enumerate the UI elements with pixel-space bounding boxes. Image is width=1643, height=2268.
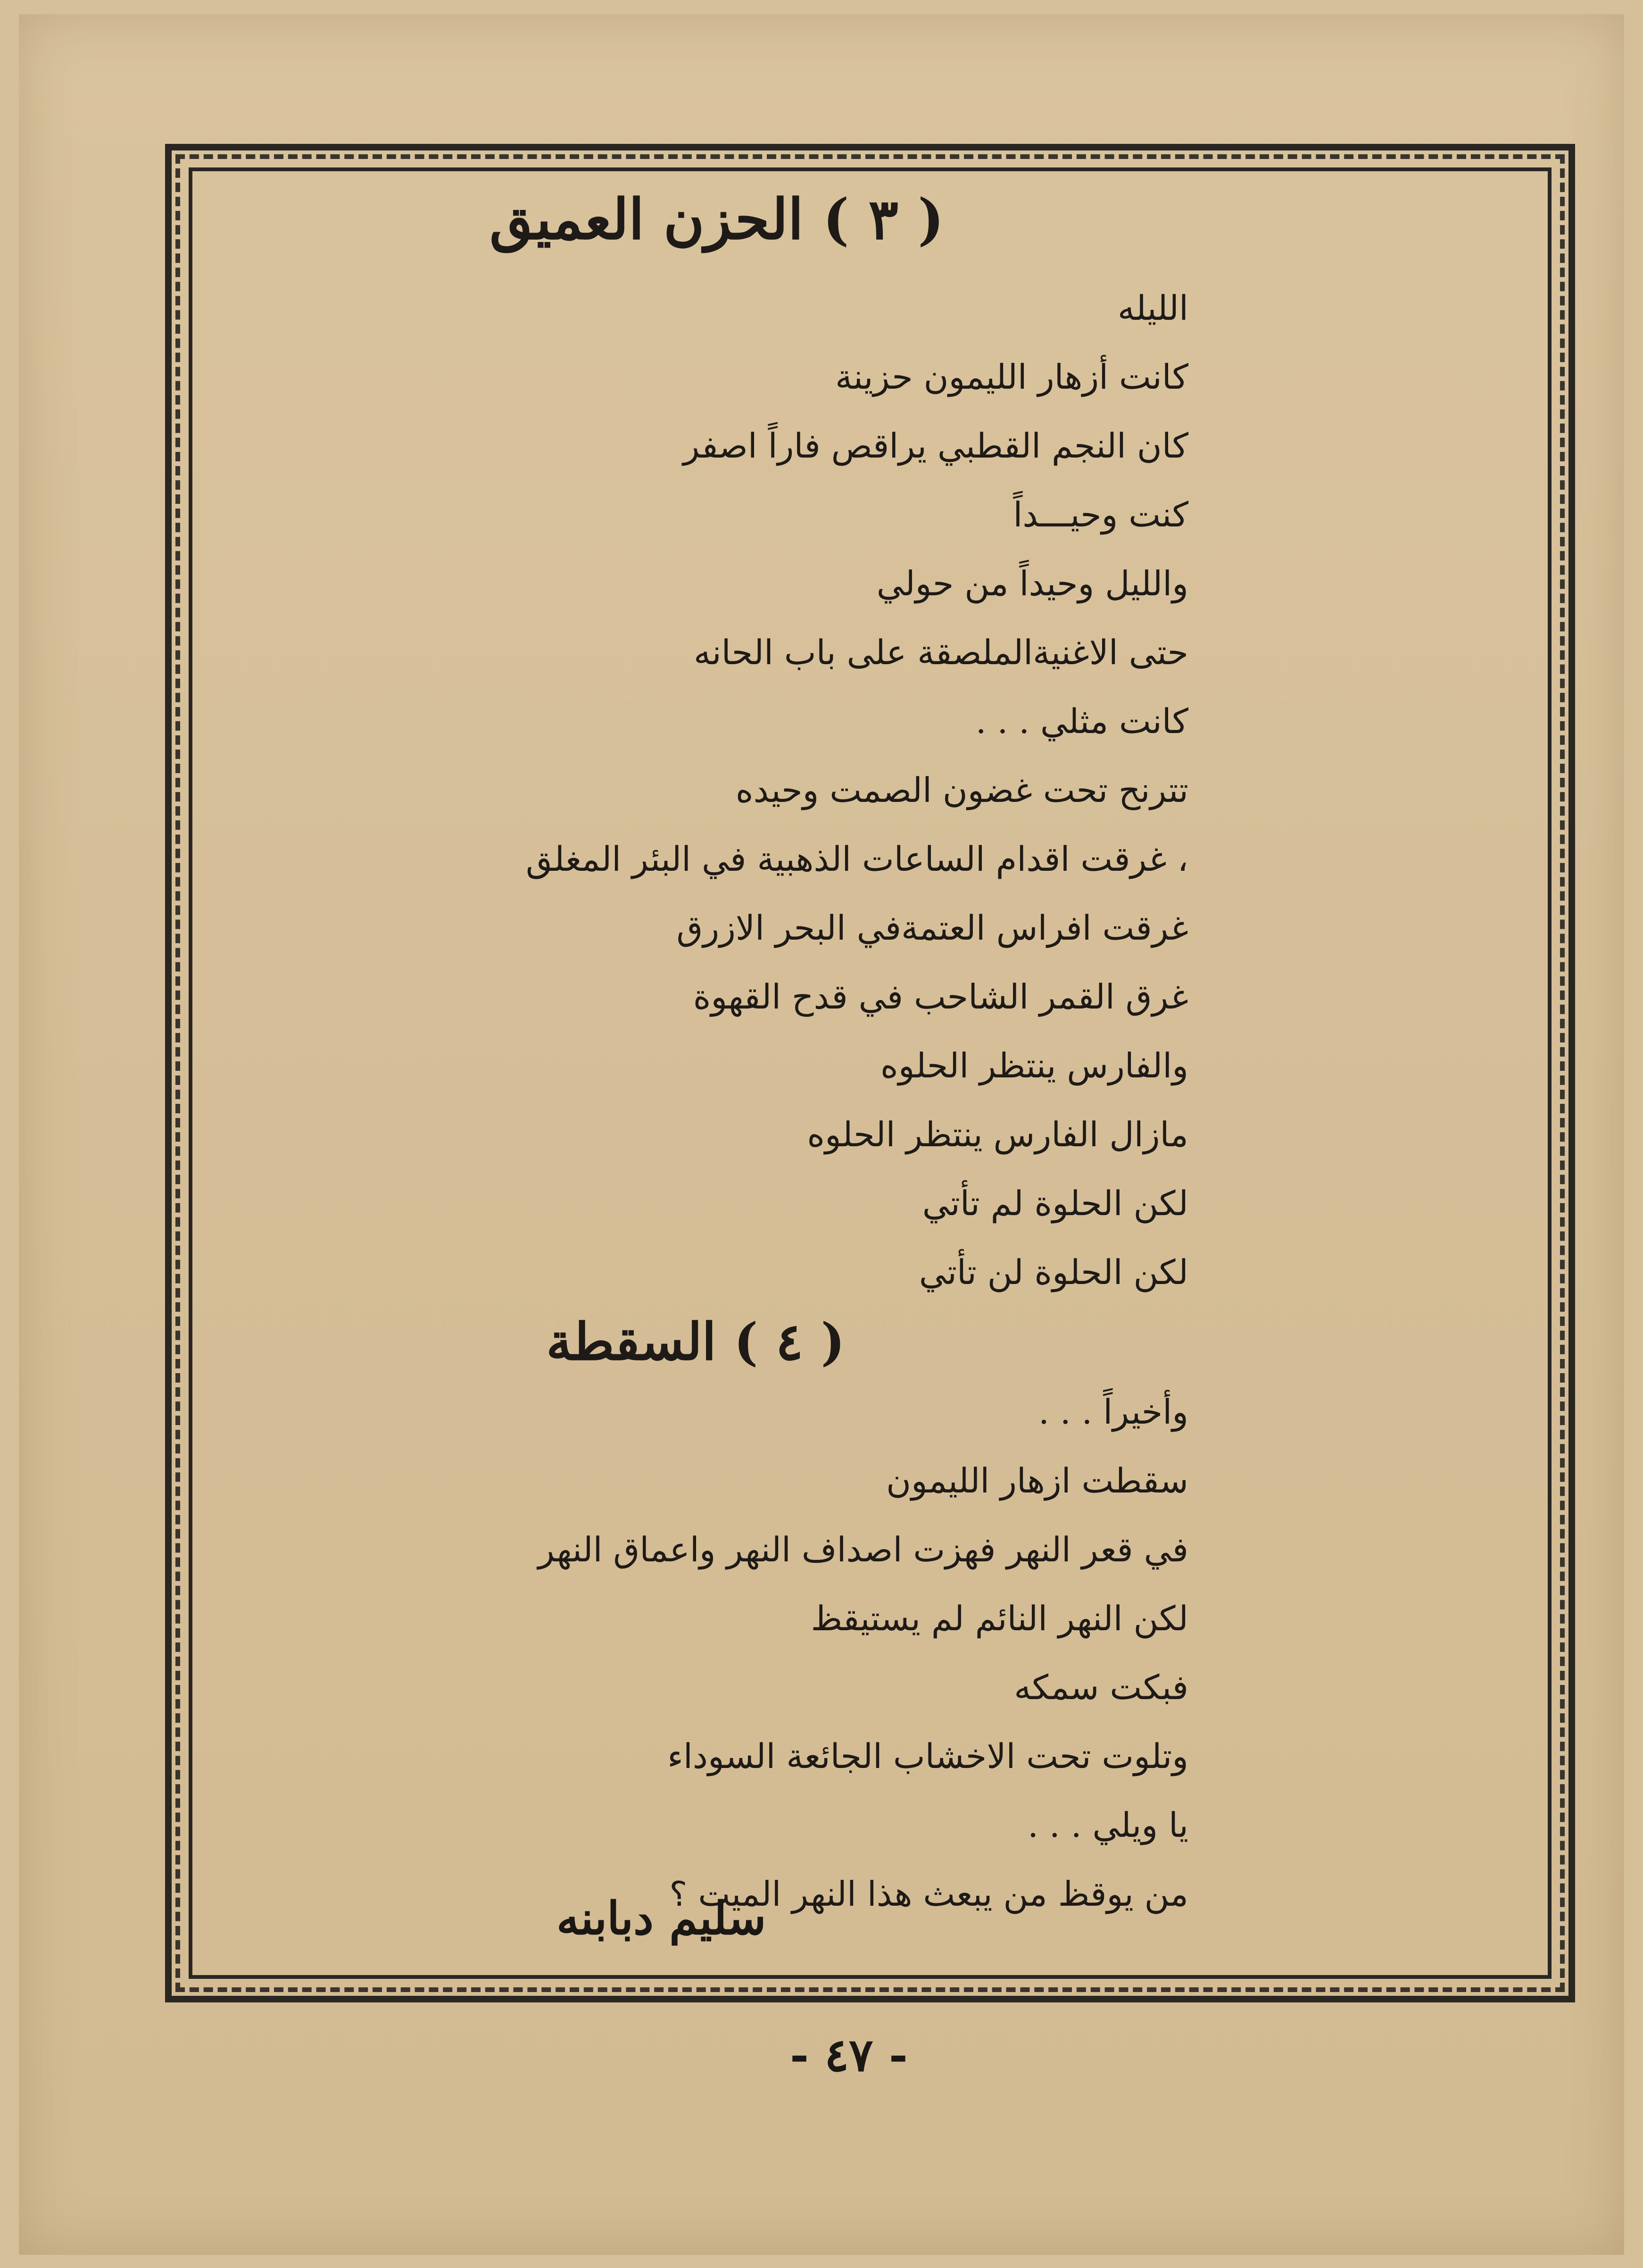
poem-content — [245, 184, 1188, 1928]
poem-line: كان النجم القطبي يراقص فاراً اصفر — [683, 426, 1188, 466]
poem-line: كانت أزهار الليمون حزينة — [835, 357, 1188, 397]
poem-line: الليله — [1118, 288, 1188, 328]
poem-line: لكن الحلوة لن تأتي — [919, 1252, 1188, 1292]
poem-line: في قعر النهر فهزت اصداف النهر واعماق النهر — [538, 1530, 1188, 1569]
poem-line: غرق القمر الشاحب في قدح القهوة — [693, 977, 1188, 1017]
author-signature: سليم دبابنه — [556, 1892, 766, 1945]
page-number: - ٤٧ - — [790, 2028, 908, 2082]
poem-line: كنت وحيـــداً — [1013, 495, 1188, 534]
poem-title: ( ٣ ) الحزن العميق — [490, 186, 944, 252]
poem-line: ، غرقت اقدام الساعات الذهبية في البئر المغلق — [525, 839, 1188, 879]
poem-line: لكن النهر النائم لم يستيقظ — [811, 1599, 1188, 1638]
poem-line: فبكت سمكه — [1014, 1668, 1188, 1707]
poem-subtitle: ( ٤ ) السقطة — [546, 1312, 845, 1372]
poem-line: كانت مثلي . . . — [975, 701, 1188, 741]
poem-line: تترنح تحت غضون الصمت وحيده — [735, 770, 1188, 810]
poem-part1 — [245, 274, 1188, 1307]
poem-line: وتلوت تحت الاخشاب الجائعة السوداء — [667, 1736, 1188, 1776]
poem-line: من يوقظ من يبعث هذا النهر الميت ؟ — [669, 1874, 1188, 1914]
poem-line: غرقت افراس العتمةفي البحر الازرق — [676, 908, 1188, 948]
poem-line: وأخيراً . . . — [1038, 1392, 1188, 1432]
poem-part2 — [245, 1377, 1188, 1928]
poem-line: والليل وحيداً من حولي — [876, 564, 1188, 603]
poem-line: سقطت ازهار الليمون — [886, 1461, 1188, 1501]
poem-line: لكن الحلوة لم تأتي — [922, 1184, 1188, 1223]
poem-line: حتى الاغنيةالملصقة على باب الحانه — [694, 633, 1188, 672]
poem-line: مازال الفارس ينتظر الحلوه — [807, 1115, 1188, 1154]
poem-line: والفارس ينتظر الحلوه — [880, 1046, 1188, 1085]
poem-line: يا ويلي . . . — [1028, 1805, 1188, 1845]
